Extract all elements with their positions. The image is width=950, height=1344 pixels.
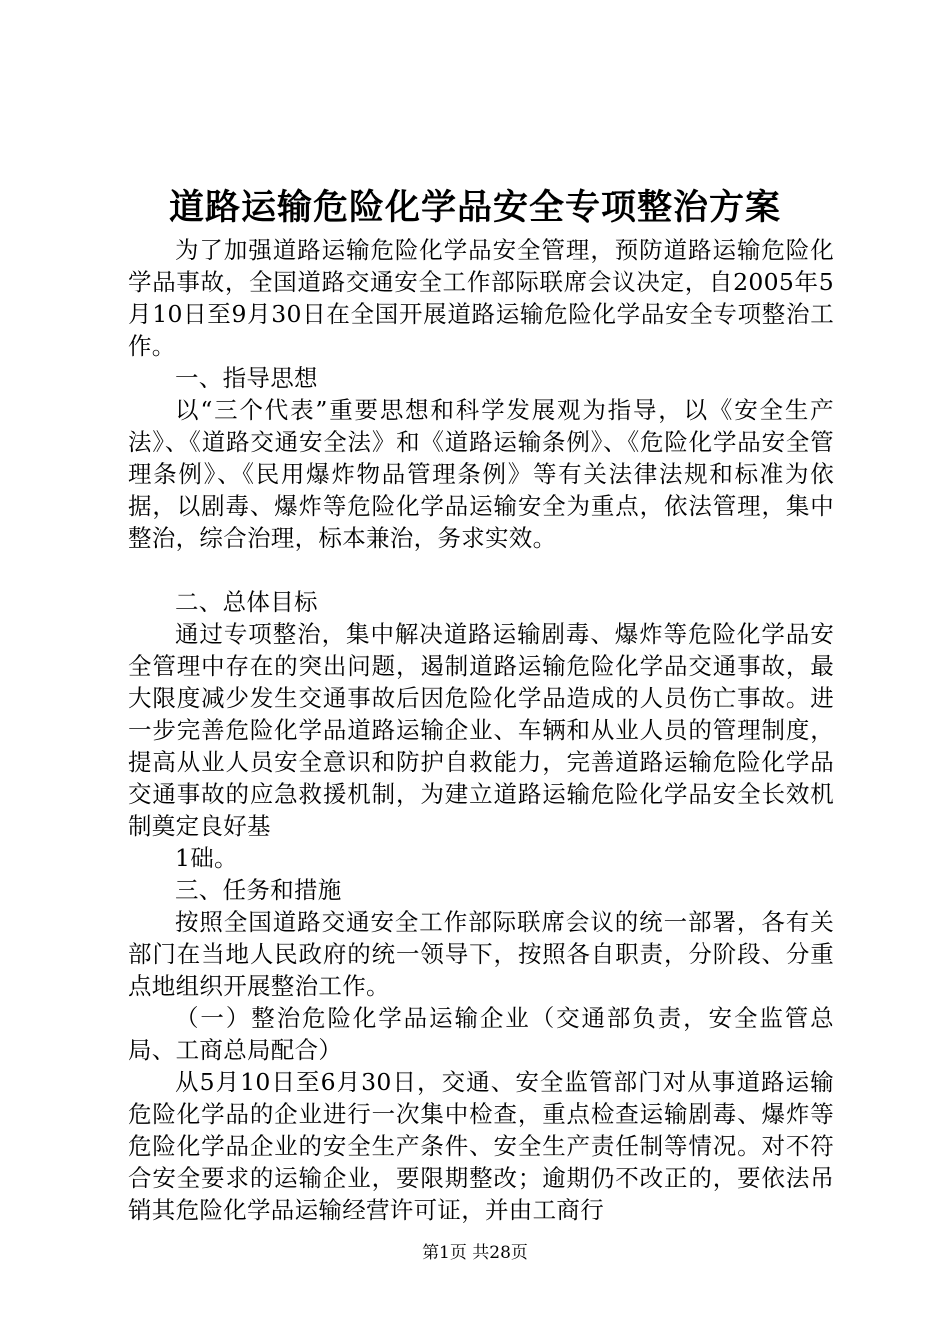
tasks-measures-paragraph: 按照全国道路交通安全工作部际联席会议的统一部署，各有关部门在当地人民政府的统一领导下，按照各自职责，分阶段、分重点地组织开展整治工作。	[128, 908, 834, 1000]
section-heading-overall-goal: 二、总体目标	[175, 588, 318, 616]
section-heading-guiding-ideology: 一、指导思想	[175, 364, 318, 392]
document-title: 道路运输危险化学品安全专项整治方案	[168, 187, 781, 228]
section-heading-tasks-measures: 三、任务和措施	[175, 876, 342, 904]
overall-goal-continuation: 1础。	[175, 844, 238, 872]
document-body	[128, 234, 834, 1226]
overall-goal-paragraph: 通过专项整治，集中解决道路运输剧毒、爆炸等危险化学品安全管理中存在的突出问题，遏制道路运输危险化学品交通事故，最大限度减少发生交通事故后因危险化学品造成的人员伤亡事故。进一步完善危险化学品道路运输企业、车辆和从业人员的管理制度，提高从业人员安全意识和防护自救能力，完善道路运输危险化学品交通事故的应急救援机制，为建立道路运输危险化学品安全长效机制奠定良好基	[128, 620, 834, 840]
page-footer: 第1页 共28页	[422, 1243, 528, 1263]
guiding-ideology-paragraph: 以“三个代表”重要思想和科学发展观为指导，以《安全生产法》、《道路交通安全法》和《道路运输条例》、《危险化学品安全管理条例》、《民用爆炸物品管理条例》等有关法律法规和标准为依据，以剧毒、爆炸等危险化学品运输安全为重点，依法管理，集中整治，综合治理，标本兼治，务求实效。	[128, 396, 834, 552]
intro-paragraph: 为了加强道路运输危险化学品安全管理，预防道路运输危险化学品事故，全国道路交通安全工作部际联席会议决定，自2005年5月10日至9月30日在全国开展道路运输危险化学品安全专项整治工作。	[128, 236, 834, 360]
subsection-1-paragraph: 从5月10日至6月30日，交通、安全监管部门对从事道路运输危险化学品的企业进行一次集中检查，重点检查运输剧毒、爆炸等危险化学品企业的安全生产条件、安全生产责任制等情况。对不符合安全要求的运输企业，要限期整改；逾期仍不改正的，要依法吊销其危险化学品运输经营许可证，并由工商行	[128, 1068, 834, 1224]
subsection-heading-1: （一）整治危险化学品运输企业（交通部负责，安全监管总局、工商总局配合）	[128, 1004, 834, 1064]
